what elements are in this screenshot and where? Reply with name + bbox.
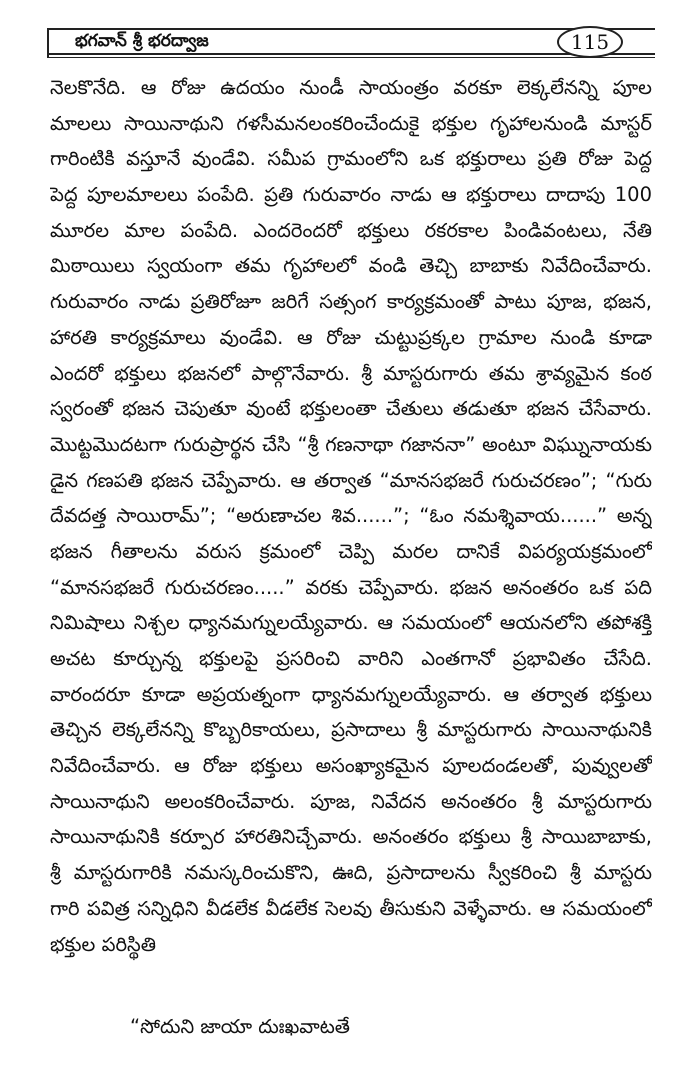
text-line: “మానసభజరే గురుచరణం.....” వరకు చెప్పేవారు. భజన అనంతరం ఒక పది [50, 575, 652, 599]
text-line: నివేదించేవారు. ఆ రోజు భక్తులు అసంఖ్యాకమైన పూలదండలతో, పువ్వులతో [50, 754, 652, 778]
running-header [47, 28, 655, 60]
text-line: భజన గీతాలను వరుస క్రమంలో చెప్పి మరల దానికే విపర్యయక్రమంలో [50, 539, 652, 563]
text-line: శ్రీ మాస్టరుగారికి నమస్కరించుకొని, ఊది, ప్రసాదాలను స్వీకరించి శ్రీ మాస్టరు [50, 861, 652, 885]
text-line: భక్తుల పరిస్థితి [50, 932, 156, 956]
text-line: మొట్టమొదటగా గురుప్రార్థన చేసి “శ్రీ గణనాథా గజాననా” అంటూ విఘ్నునాయకు [50, 432, 652, 456]
text-line: వారందరూ కూడా అప్రయత్నంగా ధ్యానమగ్నులయ్యేవారు. ఆ తర్వాత భక్తులు [50, 682, 652, 706]
text-line: గారి పవిత్ర సన్నిధిని వీడలేక వీడలేక సెలవు తీసుకుని వెళ్ళేవారు. ఆ సమయంలో [50, 896, 652, 920]
header-left-bar [47, 28, 49, 58]
text-line: నిమిషాలు నిశ్చల ధ్యానమగ్నులయ్యేవారు. ఆ సమయంలో ఆయనలోని తపోశక్తి [50, 611, 652, 635]
text-line: సాయినాథుని అలంకరించేవారు. పూజ, నివేదన అనంతరం శ్రీ మాస్టరుగారు [50, 789, 652, 813]
text-line: గురువారం నాడు ప్రతిరోజూ జరిగే సత్సంగ కార్యక్రమంతో పాటు పూజ, భజన, [50, 290, 652, 314]
verse-quote: “సోదుని జాయా దుఃఖవాటతే [130, 1015, 350, 1038]
text-line: గారింటికి వస్తూనే వుండేవి. సమీప గ్రామంలోని ఒక భక్తురాలు ప్రతి రోజు పెద్ద [50, 147, 652, 171]
text-line: పెద్ద పూలమాలలు పంపేది. ప్రతి గురువారం నాడు ఆ భక్తురాలు దాదాపు 100 [50, 183, 652, 207]
header-rule-bottom [47, 53, 655, 55]
page-number: 115 [557, 26, 623, 58]
text-line: మూరల మాల పంపేది. ఎందరెందరో భక్తులు రకరకాల పిండివంటలు, నేతి [50, 218, 652, 242]
text-line: అచట కూర్చున్న భక్తులపై ప్రసరించి వారిని ఎంతగానో ప్రభావితం చేసేది. [50, 647, 652, 670]
text-line: మాలలు సాయినాథుని గళసీమనలంకరించేందుకై భక్తుల గృహాలనుండి మాస్టర్ [50, 111, 652, 135]
text-line: డైన గణపతి భజన చెప్పేవారు. ఆ తర్వాత “మానసభజరే గురుచరణం”; “గురు [50, 468, 652, 492]
header-title: భగవాన్ శ్రీ భరద్వాజ [69, 30, 215, 52]
text-line: ఎందరో భక్తులు భజనలో పాల్గొనేవారు. శ్రీ మాస్టరుగారు తమ శ్రావ్యమైన కంఠ [50, 361, 652, 385]
text-line: తెచ్చిన లెక్కలేనన్ని కొబ్బరికాయలు, ప్రసాదాలు శ్రీ మాస్టరుగారు సాయినాథునికి [50, 718, 652, 742]
text-line: మిఠాయిలు స్వయంగా తమ గృహాలలో వండి తెచ్చి బాబాకు నివేదించేవారు. [50, 254, 652, 278]
text-line: స్వరంతో భజన చెపుతూ వుంటే భక్తులంతా చేతులు తడుతూ భజన చేసేవారు. [50, 397, 652, 421]
text-line: హారతి కార్యక్రమాలు వుండేవి. ఆ రోజు చుట్టుప్రక్కల గ్రామాల నుండి కూడా [50, 325, 652, 349]
body-text [50, 70, 652, 962]
text-line: దేవదత్త సాయిరామ్”; “అరుణాచల శివ......”; “ఓం నమశ్శివాయ......” అన్న [50, 504, 652, 528]
text-line: సాయినాథునికి కర్పూర హారతినిచ్చేవారు. అనంతరం భక్తులు శ్రీ సాయిబాబాకు, [50, 825, 652, 849]
header-rule-bottom-thin [47, 57, 655, 58]
text-line: నెలకొనేది. ఆ రోజు ఉదయం నుండీ సాయంత్రం వరకూ లెక్కలేనన్ని పూల [50, 76, 652, 99]
